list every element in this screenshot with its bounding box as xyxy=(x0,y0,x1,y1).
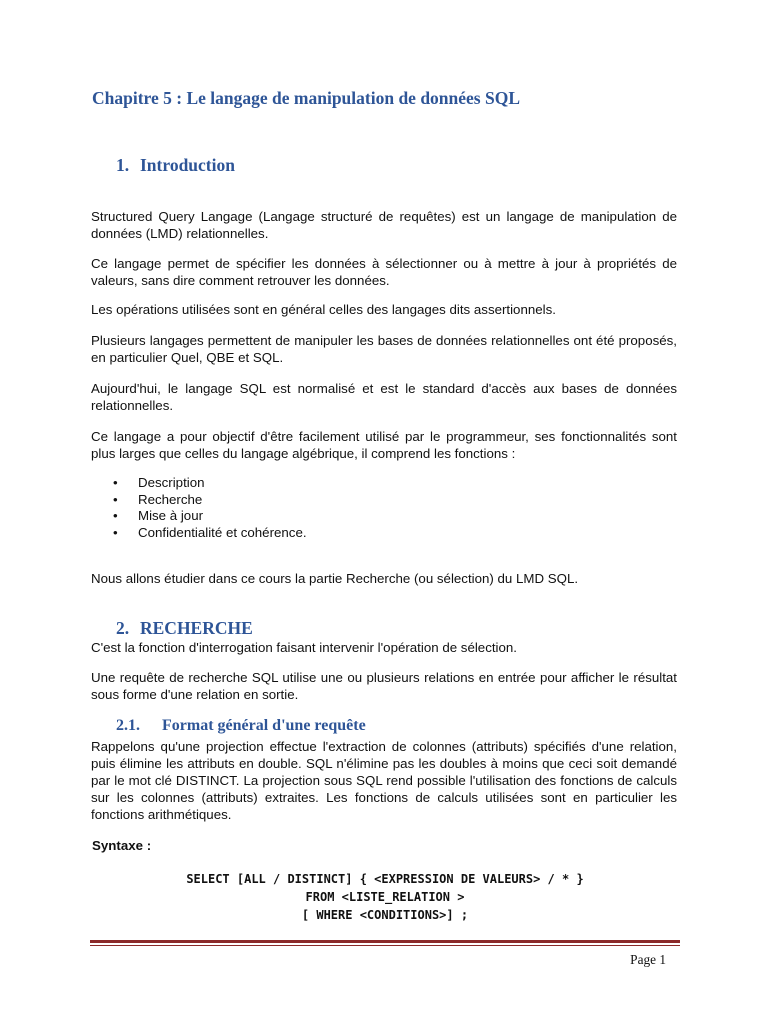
footer-divider-thin xyxy=(90,945,680,946)
subsection-heading-format xyxy=(116,717,366,735)
subsection-number: 2.1. xyxy=(116,717,140,734)
intro-paragraph-2: Ce langage permet de spécifier les données à sélectionner ou à mettre à jour à propriétés de valeurs, sans dire comment retrouver les données. xyxy=(91,256,677,288)
section-title: RECHERCHE xyxy=(140,618,253,638)
list-item: • Mise à jour xyxy=(113,508,307,525)
section-heading-introduction xyxy=(116,155,235,176)
intro-paragraph-5: Aujourd'hui, le langage SQL est normalisé et est le standard d'accès aux bases de données relationnelles. xyxy=(91,381,677,413)
list-item: • Confidentialité et cohérence. xyxy=(113,525,307,542)
recherche-paragraph-1: C'est la fonction d'interrogation faisant intervenir l'opération de sélection. xyxy=(91,640,517,655)
section-title: Introduction xyxy=(140,155,235,175)
subsection-title: Format général d'une requête xyxy=(162,717,366,734)
sql-code-line-3: [ WHERE <CONDITIONS>] ; xyxy=(301,908,469,922)
syntax-label: Syntaxe : xyxy=(92,838,152,853)
section-heading-recherche xyxy=(116,618,253,639)
section-number: 1. xyxy=(116,155,130,175)
sql-code-line-1: SELECT [ALL / DISTINCT] { <EXPRESSION DE VALEURS> / * } xyxy=(186,872,584,886)
format-paragraph: Rappelons qu'une projection effectue l'extraction de colonnes (attributs) spécifiés d'une relation, puis élimine les attributs en double. SQL n'élimine pas les doubles à moins que ceci soit demandé par le mot clé DISTINCT. La projection sous SQL rend possible l'utilisation des fonctions de calculs sur les colonnes (attributs) extraites. Les fonctions de calculs utilisées sont en particulier les fonctions arithmétiques. xyxy=(91,739,677,822)
section-number: 2. xyxy=(116,618,130,638)
list-item: • Recherche xyxy=(113,492,307,509)
intro-paragraph-4: Plusieurs langages permettent de manipuler les bases de données relationnelles ont été proposés, en particulier Quel, QBE et SQL. xyxy=(91,333,677,365)
list-item: • Description xyxy=(113,475,307,492)
intro-paragraph-1: Structured Query Langage (Langage structuré de requêtes) est un langage de manipulation de données (LMD) relationnelles. xyxy=(91,209,677,241)
page-number: Page 1 xyxy=(630,952,666,967)
sql-code-line-2: FROM <LISTE_RELATION > xyxy=(305,890,465,904)
intro-paragraph-6: Ce langage a pour objectif d'être facilement utilisé par le programmeur, ses fonctionnalités sont plus larges que celles du langage algébrique, il comprend les fonctions : xyxy=(91,429,677,461)
recherche-paragraph-2: Une requête de recherche SQL utilise une ou plusieurs relations en entrée pour afficher le résultat sous forme d'une relation en sortie. xyxy=(91,670,677,702)
functions-list xyxy=(113,475,307,541)
intro-closing: Nous allons étudier dans ce cours la partie Recherche (ou sélection) du LMD SQL. xyxy=(91,571,579,586)
chapter-title: Chapitre 5 : Le langage de manipulation de données SQL xyxy=(92,88,520,108)
intro-paragraph-3: Les opérations utilisées sont en général celles des langages dits assertionnels. xyxy=(91,302,556,317)
footer-divider-thick xyxy=(90,940,680,943)
